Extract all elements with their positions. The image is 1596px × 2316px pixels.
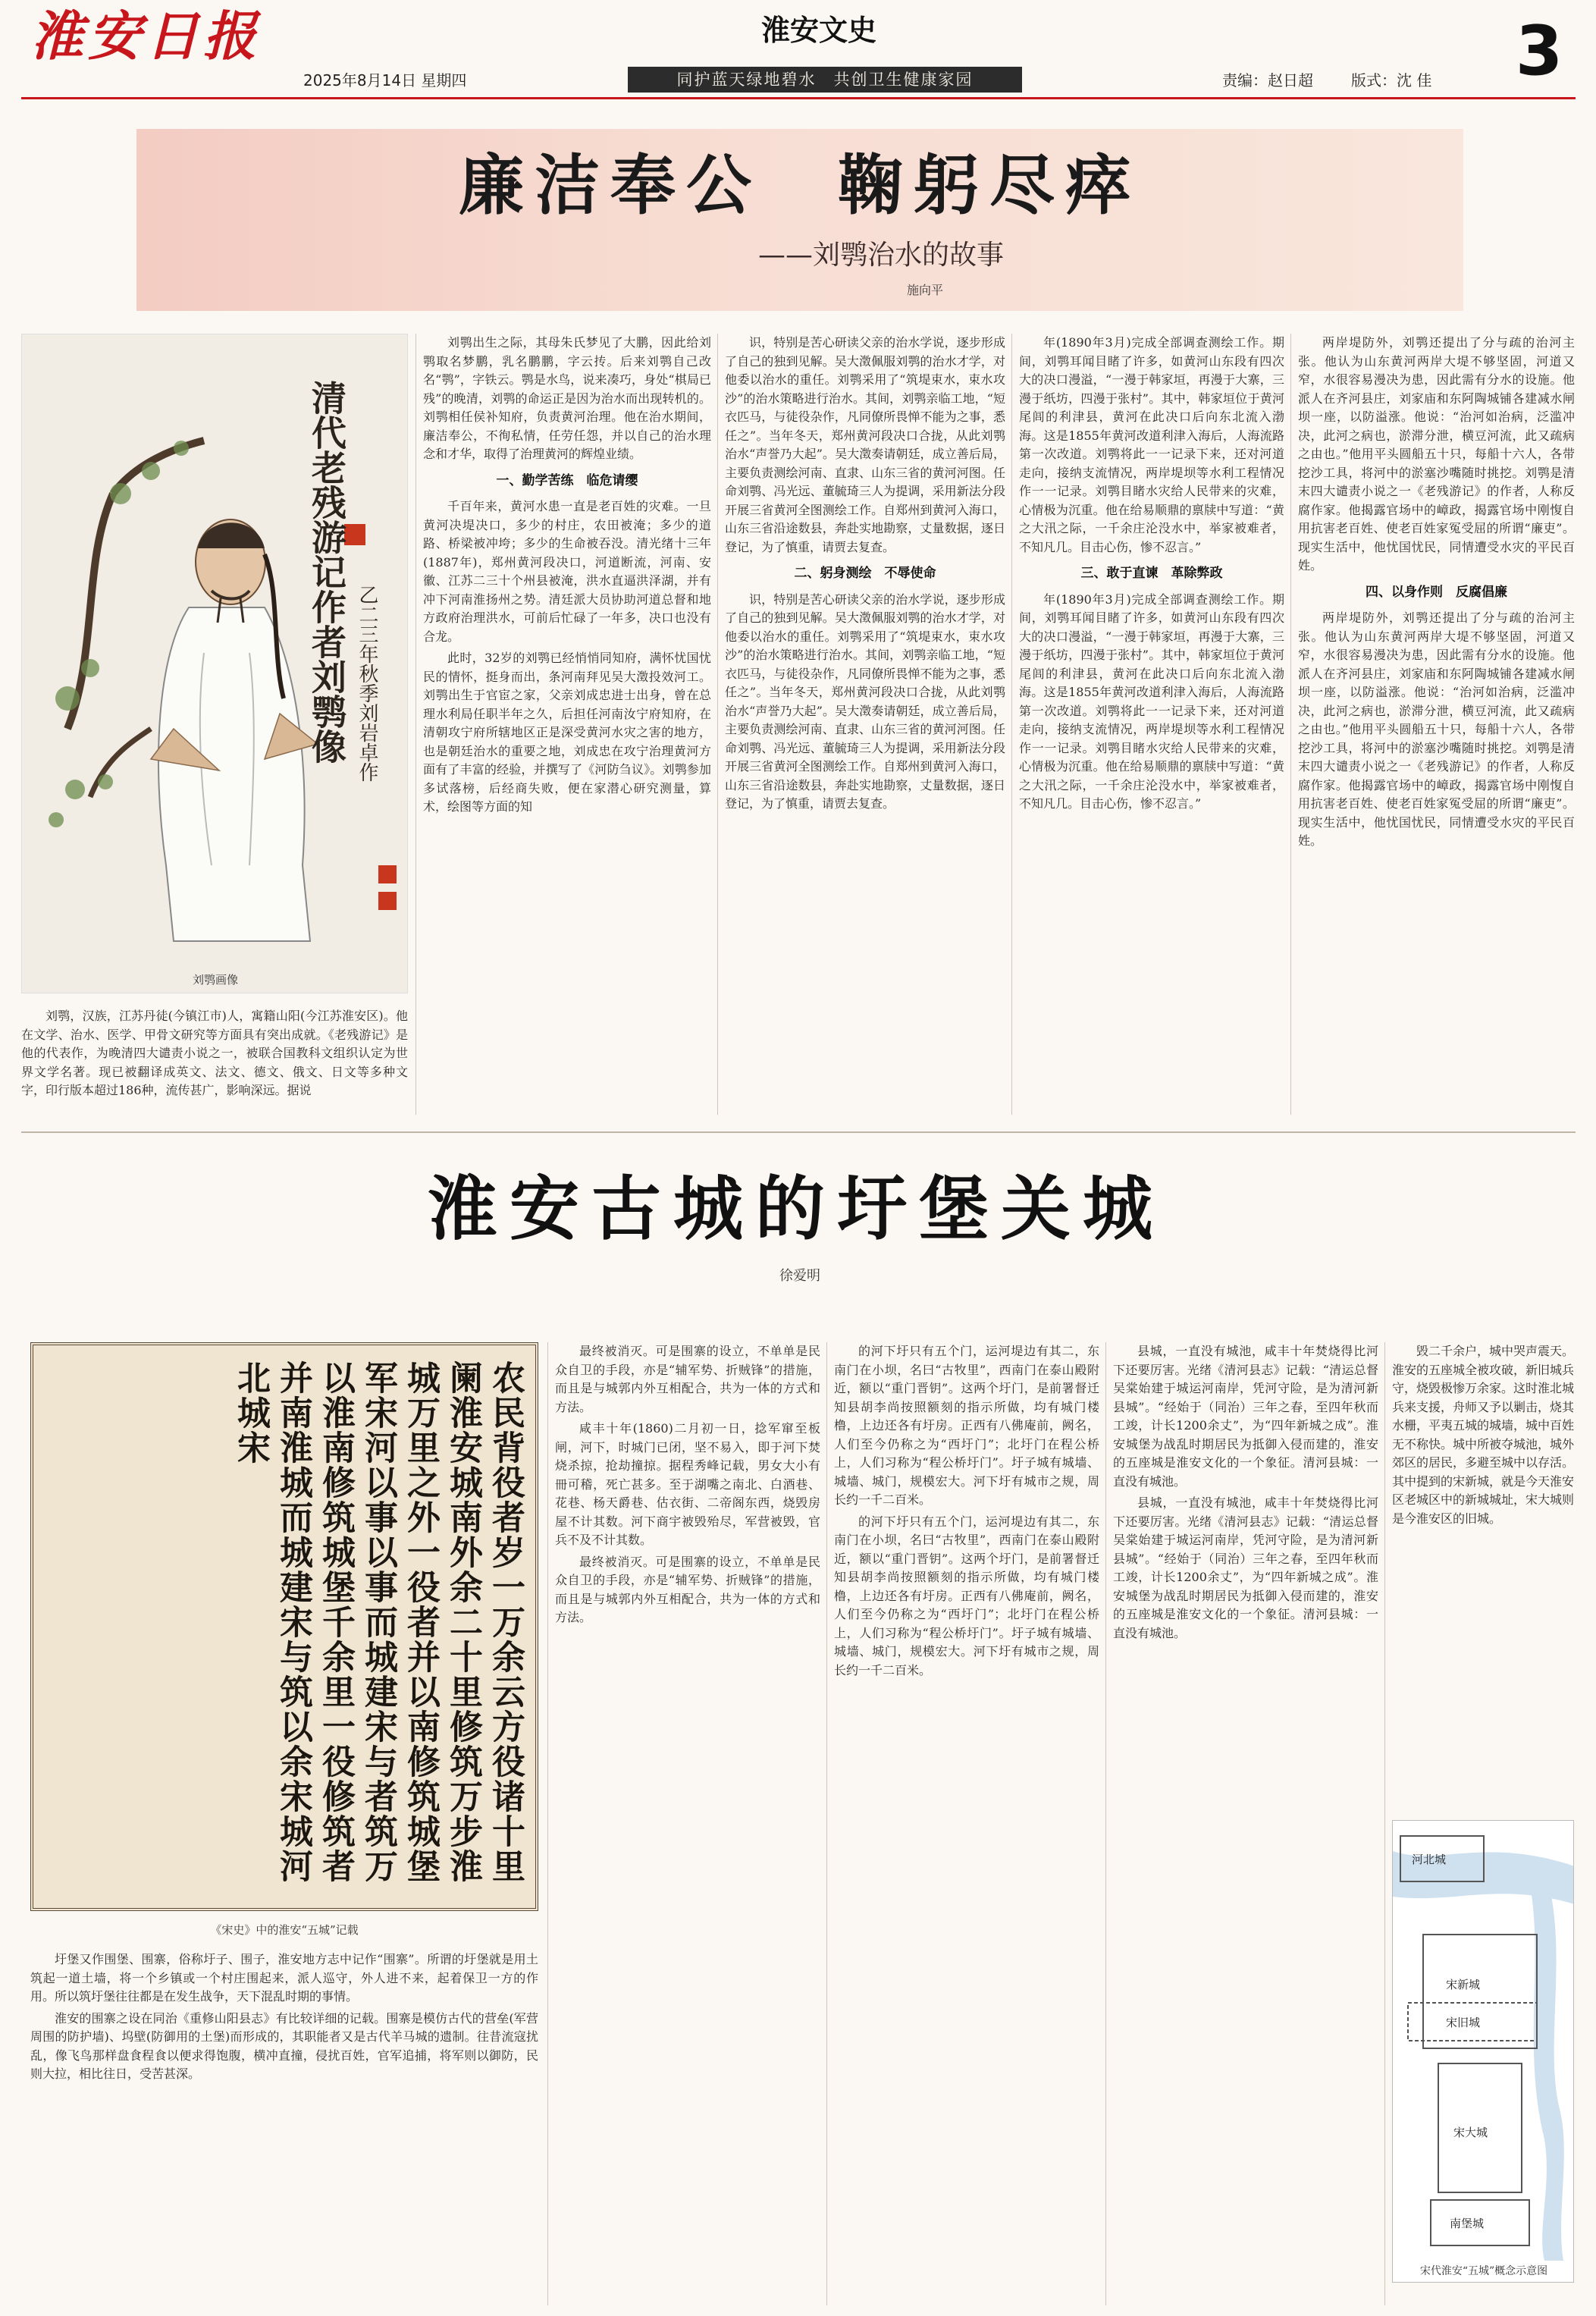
article-divider xyxy=(21,1131,1576,1133)
map-caption: 宋代淮安“五城”概念示意图 xyxy=(1419,2265,1548,2277)
map-label-songxin: 宋新城 xyxy=(1446,1978,1481,1991)
article2-column-2 xyxy=(555,1342,820,2305)
body-paragraph: 的河下圩只有五个门，运河堤边有其二，东南门在小坝，名曰“古牧里”，西南门在泰山殿附近，额以“重门晋钥”。这两个圩门，是前署督迁知县胡李尚按照额刻的指示所做，均有城门楼橹，上边还各有圩房。正西有八佛庵前，阙名，人们至今仍称之为“西圩门”；北圩门在程公桥上，人们习称为“程公桥圩门”。圩子城有城墙、城墙、城门，规模宏大。河下圩有城市之规，周长约一千二百米。 xyxy=(834,1344,1099,1507)
page-number: 3 xyxy=(1515,11,1563,91)
article2-column-3 xyxy=(834,1342,1099,2305)
map-label-songda: 宋大城 xyxy=(1453,2126,1488,2139)
article1-author: 施向平 xyxy=(906,283,943,297)
article1-column-4 xyxy=(1019,334,1284,1115)
lead-paragraph: 圩堡又作围堡、围寨，俗称圩子、围子，淮安地方志中记作“围寨”。所谓的圩堡就是用土筑起一道土墙，将一个乡镇或一个村庄围起来，派人巡守，外人进不来，起着保卫一方的作用。所以筑圩堡往往都是在发生战争，天下混乱时期的事情。 xyxy=(30,1952,538,2004)
body-paragraph: 咸丰十年(1860)二月初一日，捻军窜至板闸，河下，时城门已闭，坚不易入，即于河下焚烧杀掠，抢劫撞掠。据程秀峰记载，男女大小有冊可稽，死亡甚多。至于湖嘴之南北、白酒巷、花巷、杨天爵巷、估衣街、二帝阁东西，烧毁房屋不计其数。河下商宇被毁殆尽，军营被毁，官兵不及不计其数。 xyxy=(555,1421,820,1547)
column-divider xyxy=(415,334,416,1115)
body-paragraph: 最终被消灭。可是围寨的设立，不单单是民众自卫的手段，亦是“辅军势、折贼锋”的措施，而且是与城郭内外互相配合，共为一体的方式和方法。 xyxy=(555,1344,820,1414)
map-label-nanbao: 南堡城 xyxy=(1450,2217,1485,2230)
article2-column-1 xyxy=(30,1950,538,2307)
body-paragraph: 两岸堤防外，刘鹗还提出了分与疏的治河主张。他认为山东黄河两岸大堤不够坚固，河道又窄，水很容易漫决为患，因此需有分水的设施。他派人在齐河县庄，刘家庙和东阿陶城铺各建减水闸坝一座，以防溢涨。他说：“治河如治病，泛滥冲决，此河之病也，淤滞分泄，横豆河流，此又疏病之由也。”他用平头圆船五十只，每船十六人，各带挖沙工具，将河中的淤塞沙嘴随时挑挖。刘鹗是清末四大谴责小说之一《老残游记》的作者，人称反腐作家。他揭露官场中的嶂政，揭露官场中刚愎自用抗害老百姓、使老百姓家冤受屈的所谓“廉吏”。现实生活中，他忧国忧民，同情遭受水灾的平民百姓。 xyxy=(1298,610,1575,848)
body-paragraph: 县城，一直没有城池，咸丰十年焚烧得比河下还要厉害。光绪《清河县志》记载：“清运总督吴棠始建于城运河南岸，凭河守险，是为清河新县城”。“经始于（同治）三年之春，至四年秋而工竣，计长1200余丈”，为“四年新城之成”。淮安城堡为战乱时期居民为抵御入侵而建的，淮安的五座城是淮安文化的一个象征。清河县城：一直没有城池。 xyxy=(1113,1344,1378,1489)
column-divider xyxy=(1011,334,1012,1115)
intro-paragraph: 刘鹗，汉族，江苏丹徒(今镇江市)人，寓籍山阳(今江苏淮安区)。他在文学、治水、医学、甲骨文研究等方面具有突出成就。《老残游记》是他的代表作，为晚清四大谴责小说之一，被联合国教科文组织认定为世界文学名著。现已被翻译成英文、法文、德文、俄文、日文等多种文字，印行版本超过186种，流传甚广，影响深远。据说 xyxy=(21,1009,408,1097)
designer-credit: 版式：沈 佳 xyxy=(1351,71,1432,89)
body-paragraph: 的河下圩只有五个门，运河堤边有其二，东南门在小坝，名曰“古牧里”，西南门在泰山殿附近，额以“重门晋钥”。这两个圩门，是前署督迁知县胡李尚按照额刻的指示所做，均有城门楼橹，上边还各有圩房。正西有八佛庵前，阙名，人们至今仍称之为“西圩门”；北圩门在程公桥上，人们习称为“程公桥圩门”。圩子城有城墙、城墙、城门，规模宏大。河下圩有城市之规，周长约一千二百米。 xyxy=(834,1514,1099,1677)
issue-date: 2025年8月14日 星期四 xyxy=(303,71,467,89)
body-paragraph: 千百年来，黄河水患一直是老百姓的灾难。一旦黄河决堤决口，多少的村庄，农田被淹；多少的道路、桥梁被冲垮；多少的生命被吞没。清光绪十三年(1887年)，郑州黄河段决口，河道断流，河南、安徽、江苏二三十个州县被淹，洪水直逼洪泽湖，并有冲下河南淮扬州之势。清廷派大员协助河道总督和地方政府治理洪水，可前后忙碌了一年多，决口也没有合龙。 xyxy=(423,499,711,644)
body-paragraph: 毁二千余户，城中哭声震天。淮安的五座城全被攻破，新旧城兵守，烧毁极惨万余家。这时淮北城兵来支援，舟师又予以剿击，烧其水栅，平夷五城的城墙，城中百姓无不称快。城中所被夺城池，城外郊区的居民，多避至城中以存活。其中提到的宋新城，就是今天淮安区老城区中的新城城址，宋大城则是今淮安区的旧城。 xyxy=(1392,1344,1574,1526)
article2-author: 徐爱明 xyxy=(779,1268,820,1284)
article2-column-5 xyxy=(1392,1342,1574,1812)
portrait-date: 乙二三年秋季刘岩卓作 xyxy=(356,585,378,782)
historical-text-image xyxy=(30,1342,538,1911)
article1-subtitle: ——刘鹗治水的故事 xyxy=(758,240,1005,271)
historical-text-caption: 《宋史》中的淮安“五城”记载 xyxy=(210,1923,359,1937)
article2-column-4 xyxy=(1113,1342,1378,2305)
map-drawing xyxy=(1393,1821,1574,2261)
body-paragraph: 最终被消灭。可是围寨的设立，不单单是民众自卫的手段，亦是“辅军势、折贼锋”的措施，而且是与城郭内外互相配合，共为一体的方式和方法。 xyxy=(555,1554,820,1624)
body-paragraph: 此时，32岁的刘鹗已经悄悄同知府，满怀忧国忧民的情怀，挺身而出，条河南拜见吴大澂投效河工。刘鹗出生于官宦之家，父亲刘成忠进士出身，曾在总理水利局任职半年之久，后担任河南汝宁府知府，在清朝攻宁府所辖地区正是深受黄河水灾之害的地方，也是朝廷治水的重要之地，刘成忠在攻宁治理黄河方面有了丰富的经验，并撰写了《河防刍议》。刘鹗参加多试落榜，后经商失败，便在家潜心研究测量，算术，绘图等方面的知 xyxy=(423,651,711,814)
body-paragraph: 淮安的围寨之设在同治《重修山阳县志》有比较详细的记载。围寨是模仿古代的营垒(军营周围的防护墙)、坞壁(防御用的土堡)而形成的，其职能者又是古代羊马城的遗制。往昔流寇扰乱，像飞鸟那样盘食程食以便求得饱腹，横冲直撞，侵扰百姓，官军追捕，将军则以御防，民则大拉，相比往日，受苦甚深。 xyxy=(30,2010,538,2081)
body-paragraph: 两岸堤防外，刘鹗还提出了分与疏的治河主张。他认为山东黄河两岸大堤不够坚固，河道又窄，水很容易漫决为患，因此需有分水的设施。他派人在齐河县庄，刘家庙和东阿陶城铺各建减水闸坝一座，以防溢涨。他说：“治河如治病，泛滥冲决，此河之病也，淤滞分泄，横豆河流，此又疏病之由也。”他用平头圆船五十只，每船十六人，各带挖沙工具，将河中的淤塞沙嘴随时挑挖。刘鹗是清末四大谴责小说之一《老残游记》的作者，人称反腐作家。他揭露官场中的嶂政，揭露官场中刚愎自用抗害老百姓、使老百姓家冤受屈的所谓“廉吏”。现实生活中，他忧国忧民，同情遭受水灾的平民百姓。 xyxy=(1298,335,1575,573)
body-paragraph: 识，特别是苦心研读父亲的治水学说，逐步形成了自己的独到见解。吴大澂佩服刘鹗的治水才学，对他委以治水的重任。刘鹗采用了“筑堤束水，束水攻沙”的治水策略进行治水。其间，刘鹗亲临工地，“短衣匹马，与徒役杂作，凡同僚所畏惮不能为之事，悉任之”。当年冬天，郑州黄河段决口合拢，从此刘鹗治水“声誉乃大起”。吴大澂奏请朝廷，成立善后局，主要负责测绘河南、直隶、山东三省的黄河河图。任命刘鹗、冯光远、董毓琦三人为提调，采用新法分段开展三省黄河全图测绘工作。自郑州到黄河入海口，山东三省沿途数县，奔赴实地勘察，丈量数据，逐日登记，为了慎重，请贾去复查。 xyxy=(725,335,1005,554)
article2-title: 淮安古城的圩堡关城 xyxy=(427,1169,1165,1250)
five-cities-map xyxy=(1392,1820,1574,2283)
article1-header xyxy=(136,129,1463,311)
section-heading-2: 二、躬身测绘 不辱使命 xyxy=(794,566,936,581)
masthead xyxy=(0,0,1596,102)
column-divider xyxy=(826,1342,827,2305)
section-heading-3: 三、敢于直谏 革除弊政 xyxy=(1080,566,1223,581)
section-heading-4: 四、以身作则 反腐倡廉 xyxy=(1366,584,1507,600)
body-paragraph: 年(1890年3月)完成全部调查测绘工作。期间，刘鹗耳闻目睹了许多，如黄河山东段有四次大的决口漫溢，“一漫于韩家垣，再漫于大寨，三漫于纸坊，四漫于张村”。其中，韩家垣位于黄河尾闾的利津县，黄河在此决口后向东北流入渤海。这是1855年黄河改道利津入海后，人海流路第一次改道。刘鹗将此一一记录下来，还对河道走向，接纳支流情况，两岸堤坝等水利工程情况作一一记录。刘鹗目睹水灾给人民带来的灾难，心情极为沉重。他在给易顺鼎的禀牍中写道：“黄之大汛之际，一千余庄沦没水中，举家被难者，不知凡几。目击心伤，惨不忍言。” xyxy=(1019,335,1284,554)
column-divider xyxy=(547,1342,548,2305)
column-divider xyxy=(1290,334,1291,1115)
newspaper-logo: 淮安日报 xyxy=(30,5,261,67)
body-paragraph: 县城，一直没有城池，咸丰十年焚烧得比河下还要厉害。光绪《清河县志》记载：“清运总督吴棠始建于城运河南岸，凭河守险，是为清河新县城”。“经始于（同治）三年之春，至四年秋而工竣，计长1200余丈”，为“四年新城之成”。淮安城堡为战乱时期居民为抵御入侵而建的，淮安的五座城是淮安文化的一个象征。清河县城：一直没有城池。 xyxy=(1113,1495,1378,1640)
bio-paragraph: 刘鹗出生之际，其母朱氏梦见了大鹏，因此给刘鹗取名梦鹏，乳名鹏鹏，字云抟。后来刘鹗自己改名“鹗”，字铁云。鹗是水鸟，说来凑巧，身处“棋局已残”的晚清，刘鹗的命运正是因为治水而出现转机的。刘鹗相任侯补知府，负责黄河治理。他在治水期间，廉洁奉公，不徇私情，任劳任怨，并以自己的治水理念和才华，取得了治理黄河的辉煌业绩。 xyxy=(423,335,711,461)
portrait-figure xyxy=(22,334,408,964)
map-label-hebei: 河北城 xyxy=(1412,1853,1447,1866)
article1-title: 廉洁奉公 鞠躬尽瘁 xyxy=(459,148,1141,224)
article1-intro xyxy=(21,1007,408,1113)
column-divider xyxy=(717,334,718,1115)
portrait-image xyxy=(21,334,408,993)
article1-column-3 xyxy=(725,334,1005,1115)
slogan-bar: 同护蓝天绿地碧水 共创卫生健康家园 xyxy=(628,67,1022,93)
body-paragraph: 识，特别是苦心研读父亲的治水学说，逐步形成了自己的独到见解。吴大澂佩服刘鹗的治水才学，对他委以治水的重任。刘鹗采用了“筑堤束水，束水攻沙”的治水策略进行治水。其间，刘鹗亲临工地，“短衣匹马，与徒役杂作，凡同僚所畏惮不能为之事，悉任之”。当年冬天，郑州黄河段决口合拢，从此刘鹗治水“声誉乃大起”。吴大澂奏请朝廷，成立善后局，主要负责测绘河南、直隶、山东三省的黄河河图。任命刘鹗、冯光远、董毓琦三人为提调，采用新法分段开展三省黄河全图测绘工作。自郑州到黄河入海口，山东三省沿途数县，奔赴实地勘察，丈量数据，逐日登记，为了慎重，请贾去复查。 xyxy=(725,592,1005,811)
historical-text-content: 农民背役者岁一万余云方役诸十里阑淮安城南外余二十里修筑万步淮城万里之外一役者并以南修筑城堡军宋河以事以事而城建宋与者筑万以淮南修筑城堡千余里一役修筑者并南淮城而城建宋与筑以余宋城河北城宋 xyxy=(231,1360,525,1884)
body-paragraph: 年(1890年3月)完成全部调查测绘工作。期间，刘鹗耳闻目睹了许多，如黄河山东段有四次大的决口漫溢，“一漫于韩家垣，再漫于大寨，三漫于纸坊，四漫于张村”。其中，韩家垣位于黄河尾闾的利津县，黄河在此决口后向东北流入渤海。这是1855年黄河改道利津入海后，人海流路第一次改道。刘鹗将此一一记录下来，还对河道走向，接纳支流情况，两岸堤坝等水利工程情况作一一记录。刘鹗目睹水灾给人民带来的灾难，心情极为沉重。他在给易顺鼎的禀牍中写道：“黄之大汛之际，一千余庄沦没水中，举家被难者，不知凡几。目击心伤，惨不忍言。” xyxy=(1019,592,1284,811)
article1-column-2 xyxy=(423,334,711,1115)
column-divider xyxy=(1384,1342,1385,2305)
portrait-caption: 刘鹗画像 xyxy=(192,973,238,987)
column-divider xyxy=(1105,1342,1106,2305)
portrait-inscription: 清代老残游记作者刘鹗像 xyxy=(306,380,347,764)
section-heading-1: 一、勤学苦练 临危请缨 xyxy=(496,472,638,488)
article1-column-5 xyxy=(1298,334,1575,1115)
section-title: 淮安文史 xyxy=(760,14,876,47)
masthead-rule xyxy=(21,97,1576,99)
editor-credit: 责编：赵日超 xyxy=(1222,71,1313,89)
map-label-songjiu: 宋旧城 xyxy=(1446,2016,1481,2029)
